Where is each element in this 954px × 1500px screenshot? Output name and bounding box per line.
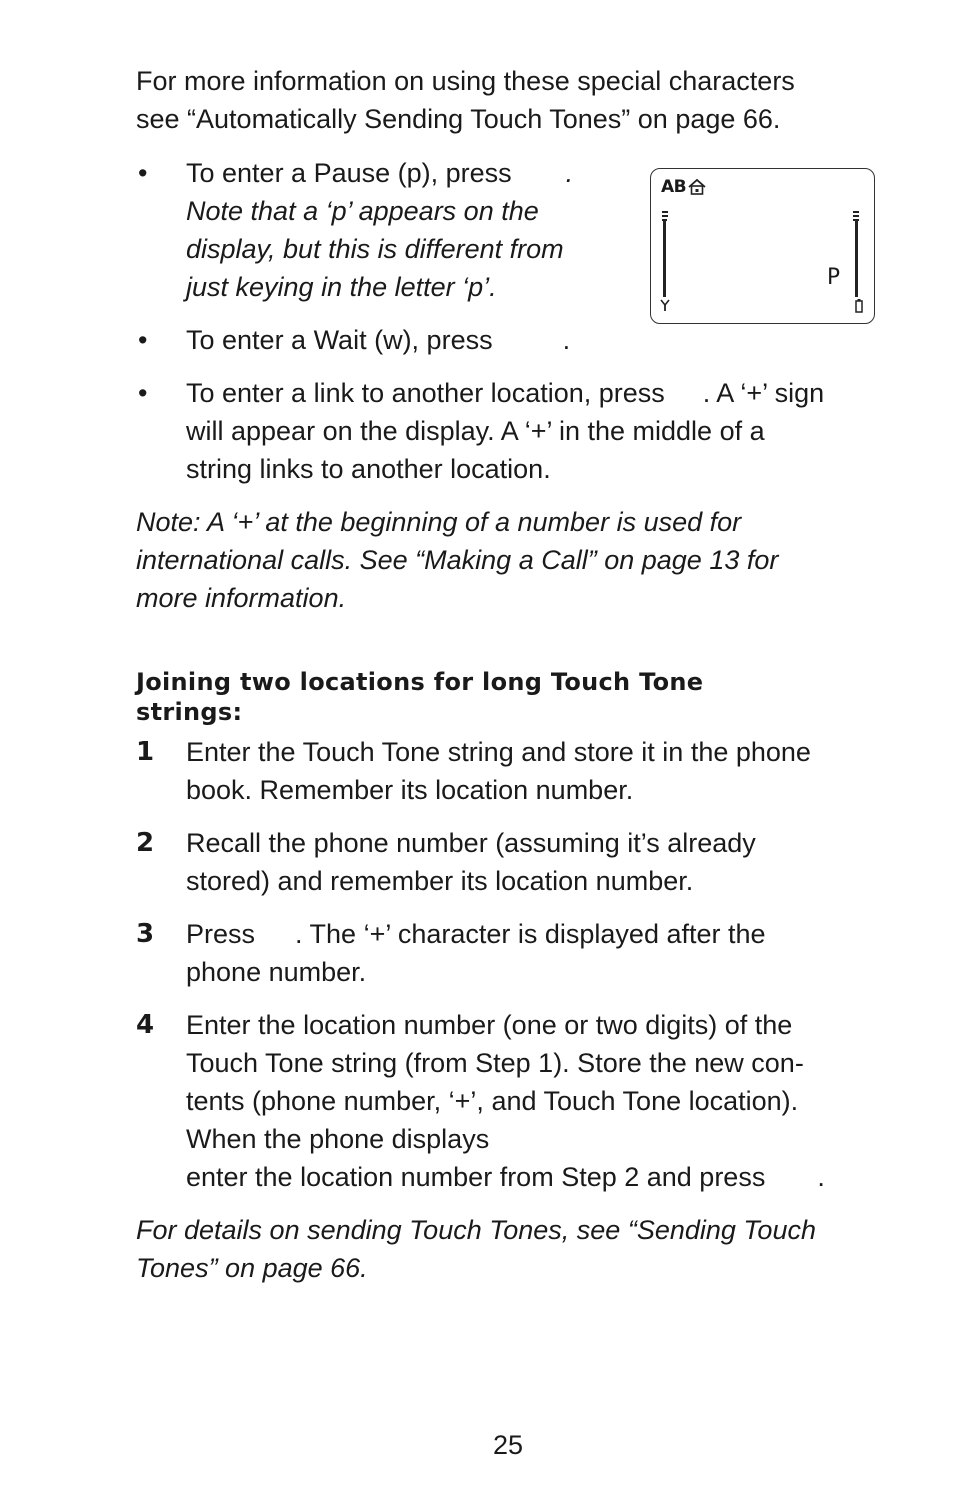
step-line: Enter the location number (one or two digits) of the [186, 1010, 793, 1040]
step-text-post: . [817, 1162, 825, 1192]
step-text-post: . The ‘+’ character is displayed after the [295, 919, 766, 949]
step-number: 4 [136, 1010, 155, 1040]
step-1 [136, 733, 876, 809]
step-line: phone number. [186, 957, 367, 987]
step-line: Enter the Touch Tone string and store it in the phone [186, 737, 811, 767]
bullet-link [136, 374, 876, 488]
step-text: enter the location number from Step 2 and press [186, 1162, 766, 1192]
step-line: When the phone displays [186, 1124, 490, 1154]
step-line [186, 1158, 876, 1196]
bullet-line: string links to another location. [186, 454, 551, 484]
section-heading [136, 667, 876, 727]
intro-line: see “Automatically Sending Touch Tones” on page 66. [136, 104, 781, 134]
bullet-note-line: display, but this is different from [186, 234, 564, 264]
step-line: tents (phone number, ‘+’, and Touch Tone location). [186, 1086, 799, 1116]
antenna-icon [660, 299, 670, 311]
step-number: 2 [136, 828, 155, 858]
heading-line: strings: [136, 698, 243, 726]
bullet-text: To enter a Pause (p), press [186, 158, 512, 188]
note-paragraph [136, 503, 876, 617]
bullet-text: To enter a Wait (w), press [186, 325, 493, 355]
bullet-text-post: . [562, 325, 571, 355]
bullet-dot: • [138, 158, 148, 188]
step-line [186, 915, 876, 953]
step-line: Touch Tone string (from Step 1). Store the new con- [186, 1048, 804, 1078]
closing-line: Tones” on page 66. [136, 1253, 368, 1283]
bullet-line: will appear on the display. A ‘+’ in the middle of a [186, 416, 765, 446]
heading-line: Joining two locations for long Touch Tone [136, 668, 704, 696]
page-number: 25 [492, 1430, 524, 1460]
closing-line: For details on sending Touch Tones, see “Sending Touch [136, 1215, 816, 1245]
bullet-text-post: . [565, 158, 574, 188]
intro-line: For more information on using these special characters [136, 66, 795, 96]
bullet-text-post: . A ‘+’ sign [702, 378, 825, 408]
step-text: Press [186, 919, 256, 949]
note-line: Note: A ‘+’ at the beginning of a number is used for [136, 507, 742, 537]
bullet-text: To enter a link to another location, press [186, 378, 665, 408]
note-line: international calls. See “Making a Call” on page 13 for [136, 545, 779, 575]
phone-display [650, 168, 875, 324]
bullet-note-line: just keying in the letter ‘p’. [186, 272, 497, 302]
step-line: book. Remember its location number. [186, 775, 634, 805]
step-number: 3 [136, 919, 155, 949]
signal-strength-bar [662, 211, 668, 297]
bullet-note-line: Note that a ‘p’ appears on the [186, 196, 539, 226]
battery-icon [855, 299, 863, 313]
step-3 [136, 915, 876, 991]
intro-paragraph [136, 62, 876, 138]
step-number: 1 [136, 737, 155, 767]
closing-paragraph [136, 1211, 876, 1287]
step-line: Recall the phone number (assuming it’s already [186, 828, 756, 858]
step-2 [136, 824, 876, 900]
bullet-wait [136, 321, 876, 359]
bullet-dot: • [138, 325, 148, 355]
note-line: more information. [136, 583, 347, 613]
display-label: AB [661, 177, 687, 197]
display-pause-character: P [827, 265, 841, 290]
step-line: stored) and remember its location number. [186, 866, 694, 896]
home-icon [687, 178, 707, 196]
step-4 [136, 1006, 876, 1196]
battery-level-bar [853, 211, 859, 297]
bullet-dot: • [138, 378, 148, 408]
